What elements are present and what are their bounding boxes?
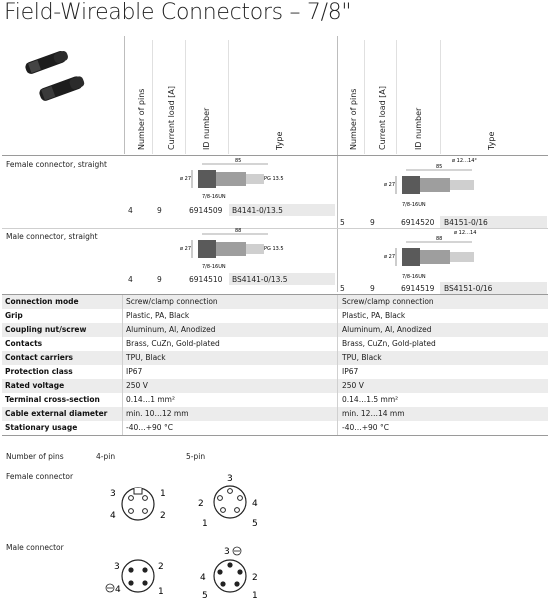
female-left-current: 9 [157, 206, 162, 215]
svg-text:85: 85 [436, 164, 443, 170]
svg-text:2: 2 [252, 573, 258, 583]
spec-row: Stationary usage -40…+90 °C -40…+90 °C [5, 423, 389, 432]
female-right-current: 9 [370, 218, 375, 227]
svg-text:7/8-16UN: 7/8-16UN [402, 202, 426, 208]
svg-text:88: 88 [235, 228, 242, 234]
svg-text:3: 3 [110, 489, 116, 499]
section-female: Female connector, straight [6, 160, 107, 169]
svg-text:ø 27: ø 27 [180, 176, 192, 182]
svg-text:3: 3 [227, 474, 233, 484]
svg-text:ø 12…14: ø 12…14 [454, 230, 477, 236]
pinout-5pin: 5-pin [186, 452, 206, 461]
female-4pin-face [104, 478, 174, 530]
spec-row: Cable external diameter min. 10…12 mm min. 12…14 mm [2, 407, 548, 421]
male-right-id: 6914519 [401, 284, 435, 293]
col-number-of-pins-2: Number of pins [349, 88, 358, 150]
svg-text:1: 1 [252, 591, 258, 601]
svg-text:4: 4 [115, 585, 121, 595]
spec-row: Contact carriers TPU, Black TPU, Black [2, 351, 548, 365]
col-id-number-2: ID number [414, 107, 423, 150]
svg-text:88: 88 [436, 236, 443, 242]
svg-text:5: 5 [202, 591, 208, 601]
spec-row: Terminal cross-section 0.14…1 mm² 0.14…1.5 mm² [5, 395, 399, 404]
male-left-id: 6914510 [189, 275, 223, 284]
svg-text:4: 4 [200, 573, 206, 583]
pinout-number-of-pins: Number of pins [6, 452, 64, 461]
spec-row: Coupling nut/screw Aluminum, Al, Anodized Aluminum, Al, Anodized [2, 323, 548, 337]
spec-row: Contacts Brass, CuZn, Gold-plated Brass, CuZn, Gold-plated [5, 339, 436, 348]
male-4pin-face [104, 552, 174, 602]
pinout-4pin: 4-pin [96, 452, 116, 461]
male-left-type: BS4141-0/13.5 [232, 275, 288, 284]
col-type-2: Type [487, 131, 496, 150]
svg-text:7/8-16UN: 7/8-16UN [402, 274, 426, 280]
female-left-pins: 4 [128, 206, 133, 215]
svg-text:85: 85 [235, 158, 242, 164]
male-5pin-face [196, 544, 266, 602]
col-number-of-pins: Number of pins [137, 88, 146, 150]
svg-text:2: 2 [158, 562, 164, 572]
male-right-drawing [380, 228, 500, 282]
female-left-type: B4141-0/13.5 [232, 206, 283, 215]
svg-text:5: 5 [252, 519, 258, 529]
female-left-id: 6914509 [189, 206, 223, 215]
svg-text:2: 2 [160, 511, 166, 521]
female-left-drawing [180, 156, 290, 206]
page-title: Field-Wireable Connectors – 7/8" [4, 0, 352, 25]
male-right-type: BS4151-0/16 [444, 284, 493, 293]
svg-text:2: 2 [198, 499, 204, 509]
svg-text:3: 3 [224, 547, 230, 557]
spec-row: Grip Plastic, PA, Black Plastic, PA, Black [5, 311, 406, 320]
spec-row: Rated voltage 250 V 250 V [2, 379, 548, 393]
svg-text:ø 27: ø 27 [384, 254, 396, 260]
svg-text:4: 4 [110, 511, 116, 521]
svg-text:ø 27: ø 27 [384, 182, 396, 188]
col-id-number: ID number [202, 107, 211, 150]
svg-text:7/8-16UN: 7/8-16UN [202, 194, 226, 200]
section-male: Male connector, straight [6, 232, 98, 241]
col-type: Type [275, 131, 284, 150]
pinout-female-label: Female connector [6, 472, 74, 481]
pinout-male-label: Male connector [6, 543, 64, 552]
female-right-drawing [380, 156, 500, 212]
svg-text:3: 3 [114, 562, 120, 572]
svg-text:PG 13.5: PG 13.5 [264, 246, 284, 252]
spec-row: Protection class IP67 IP67 [5, 367, 359, 376]
male-left-drawing [180, 226, 290, 274]
spec-row: Connection mode Screw/clamp connection Screw/clamp connection [2, 295, 548, 309]
female-5pin-face [196, 470, 266, 530]
female-right-pins: 5 [340, 218, 345, 227]
male-left-pins: 4 [128, 275, 133, 284]
male-right-pins: 5 [340, 284, 345, 293]
female-right-id: 6914520 [401, 218, 435, 227]
connector-photo-icon [16, 44, 96, 116]
svg-text:ø 27: ø 27 [180, 246, 192, 252]
male-right-current: 9 [370, 284, 375, 293]
svg-text:4: 4 [252, 499, 258, 509]
col-current-load-2: Current load [A] [378, 86, 387, 150]
male-left-current: 9 [157, 275, 162, 284]
svg-text:PG 13.5: PG 13.5 [264, 176, 284, 182]
svg-text:ø 12…14°: ø 12…14° [452, 158, 477, 164]
svg-text:7/8-16UN: 7/8-16UN [202, 264, 226, 270]
female-right-type: B4151-0/16 [444, 218, 488, 227]
svg-text:1: 1 [202, 519, 208, 529]
col-current-load: Current load [A] [167, 86, 176, 150]
svg-text:1: 1 [160, 489, 166, 499]
svg-text:1: 1 [158, 587, 164, 597]
